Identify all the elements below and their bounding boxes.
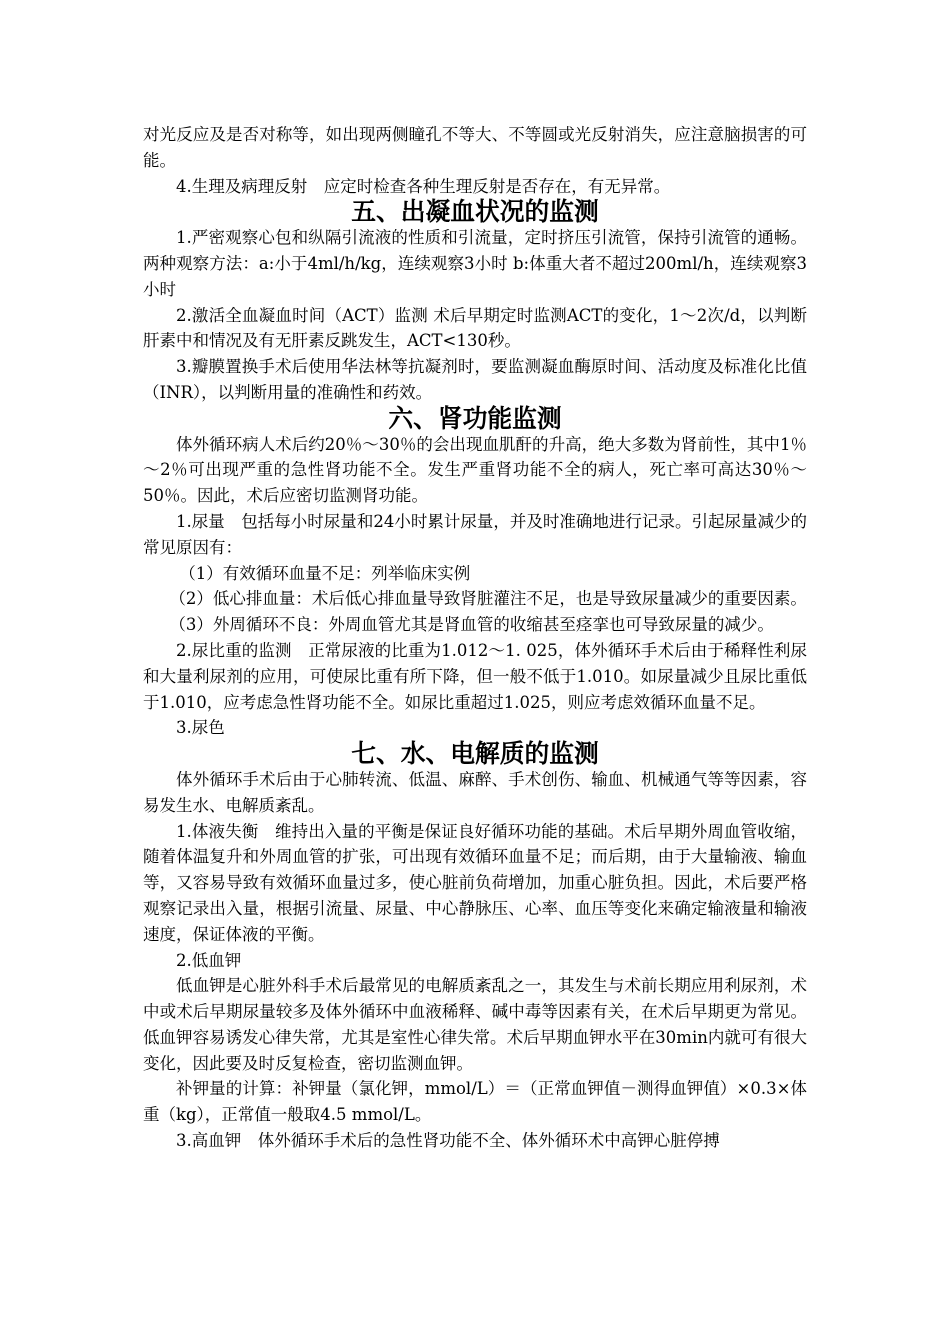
- paragraph: 2.激活全血凝血时间（ACT）监测 术后早期定时监测ACT的变化，1～2次/d，以判断肝素中和情况及有无肝素反跳发生，ACT<130秒。: [143, 305, 807, 351]
- paragraph: 1.体液失衡 维持出入量的平衡是保证良好循环功能的基础。术后早期外周血管收缩，随着体温复升和外周血管的扩张，可出现有效循环血量不足；而后期，由于大量输液、输血等，又容易导致有效循环血量过多，使心脏前负荷增加，加重心脏负担。因此，术后要严格观察记录出入量，根据引流量、尿量、中心静脉压、心率、血压等变化来确定输液量和输液速度，保证体液的平衡。: [143, 821, 807, 944]
- paragraph: 1.严密观察心包和纵隔引流液的性质和引流量，定时挤压引流管，保持引流管的通畅。两种观察方法：a:小于4ml/h/kg，连续观察3小时 b:体重大者不超过200ml/h，连续观察3小时: [143, 228, 807, 299]
- paragraph: 低血钾是心脏外科手术后最常见的电解质紊乱之一，其发生与术前长期应用利尿剂，术中或术后早期尿量较多及体外循环中血液稀释、碱中毒等因素有关，在术后早期更为常见。低血钾容易诱发心律失常，尤其是室性心律失常。术后早期血钾水平在30min内就可有很大变化，因此要及时反复检查，密切监测血钾。: [143, 976, 807, 1073]
- paragraph: 2.低血钾: [176, 950, 242, 970]
- section-heading: 五、出凝血状况的监测: [351, 197, 599, 227]
- document-page: [143, 122, 807, 1154]
- paragraph: 4.生理及病理反射 应定时检查各种生理反射是否存在，有无异常。: [176, 176, 671, 196]
- paragraph: 2.尿比重的监测 正常尿液的比重为1.012～1. 025，体外循环手术后由于稀释性利尿和大量利尿剂的应用，可使尿比重有所下降，但一般不低于1.010。如尿量减少且尿比重低于1.010，应考虑急性肾功能不全。如尿比重超过1.025，则应考虑效循环血量不足。: [143, 640, 807, 712]
- paragraph: 3.高血钾 体外循环手术后的急性肾功能不全、体外循环术中高钾心脏停搏: [176, 1131, 720, 1151]
- paragraph: 对光反应及是否对称等，如出现两侧瞳孔不等大、不等圆或光反射消失，应注意脑损害的可能。: [143, 125, 807, 170]
- paragraph: 体外循环手术后由于心肺转流、低温、麻醉、手术创伤、输血、机械通气等等因素，容易发生水、电解质紊乱。: [143, 769, 807, 815]
- section-heading: 七、水、电解质的监测: [351, 739, 599, 769]
- list-item: （2）低心排血量：术后低心排血量导致肾脏灌注不足，也是导致尿量减少的重要因素。: [169, 589, 807, 609]
- paragraph: 1.尿量 包括每小时尿量和24小时累计尿量，并及时准确地进行记录。引起尿量减少的常见原因有：: [143, 511, 807, 557]
- section-heading: 六、肾功能监测: [388, 403, 562, 433]
- paragraph: 补钾量的计算：补钾量（氯化钾，mmol/L）＝（正常血钾值－测得血钾值）×0.3×体重（kg），正常值一般取4.5 mmol/L。: [143, 1079, 807, 1125]
- paragraph: 3.瓣膜置换手术后使用华法林等抗凝剂时，要监测凝血酶原时间、活动度及标准化比值（INR），以判断用量的准确性和药效。: [143, 357, 807, 402]
- list-item: （3）外周循环不良：外周血管尤其是肾血管的收缩甚至痉挛也可导致尿量的减少。: [169, 615, 774, 635]
- paragraph: 体外循环病人术后约20％～30％的会出现血肌酐的升高，绝大多数为肾前性，其中1％～2％可出现严重的急性肾功能不全。发生严重肾功能不全的病人，死亡率可高达30％～50％。因此，术后应密切监测肾功能。: [143, 434, 807, 506]
- list-item: （1）有效循环血量不足：列举临床实例: [179, 563, 471, 583]
- paragraph: 3.尿色: [176, 718, 225, 738]
